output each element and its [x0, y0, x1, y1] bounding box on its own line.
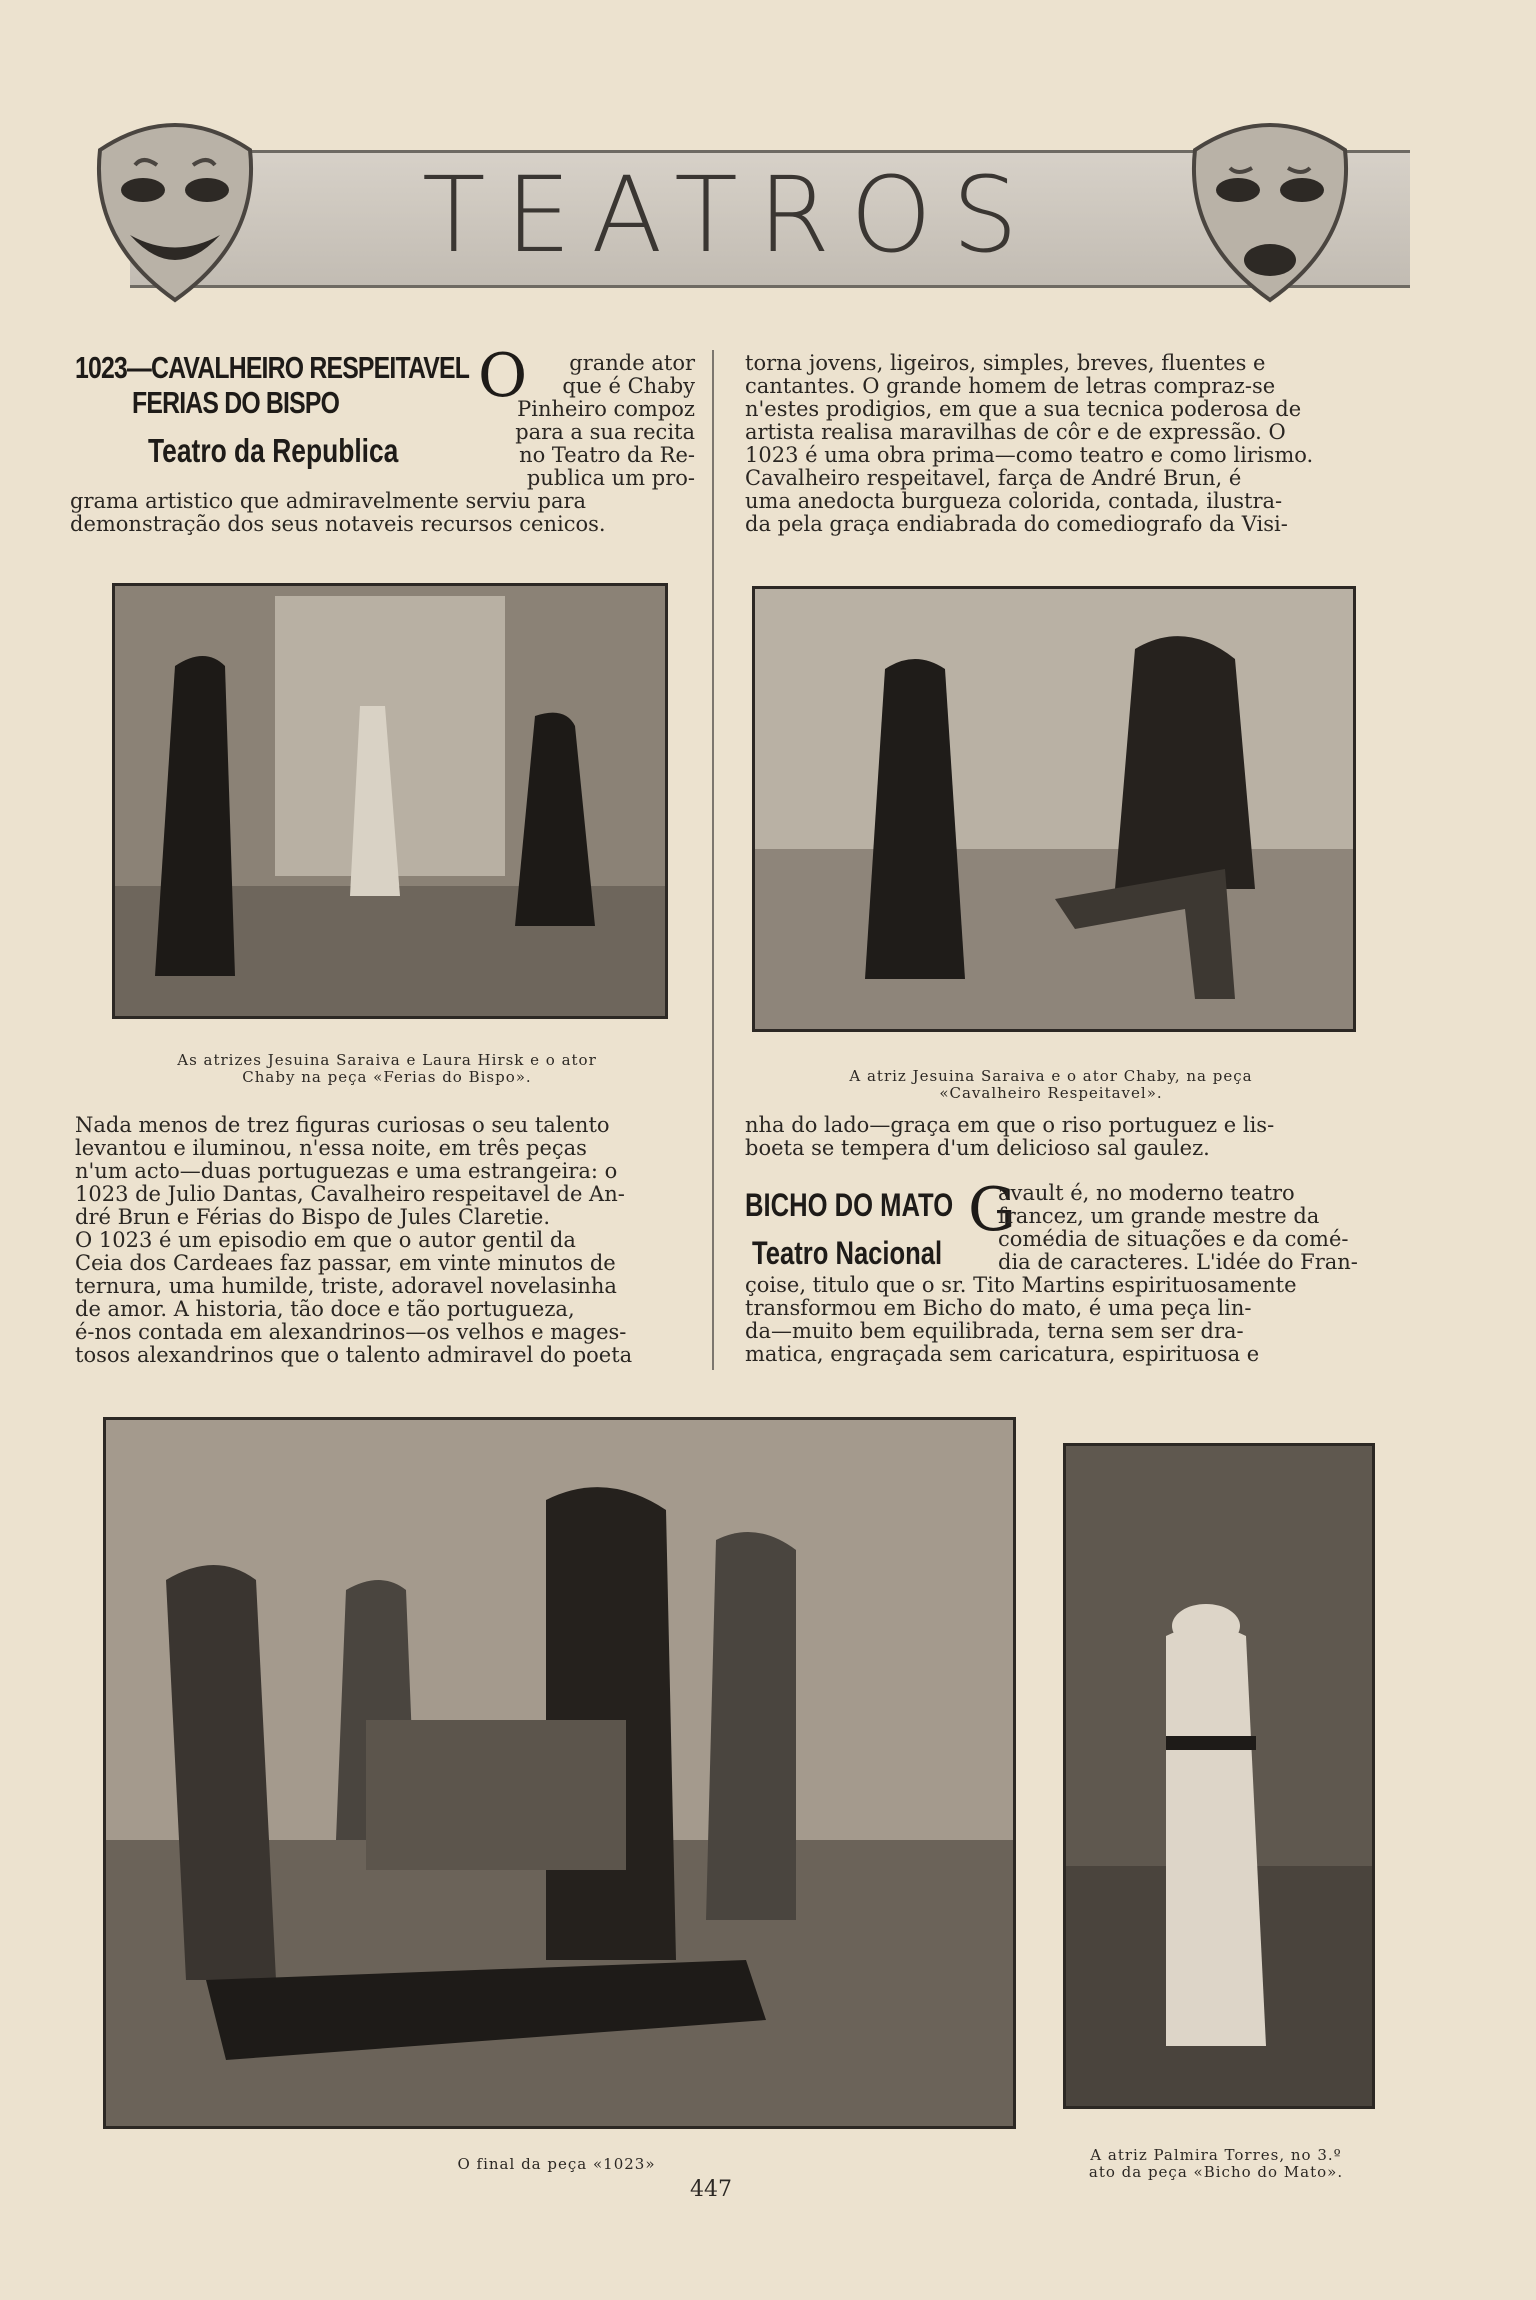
theatre-name-nacional: Teatro Nacional [752, 1235, 943, 1271]
photo-palmira-torres [1063, 1443, 1375, 2109]
headline-ferias-do-bispo: FERIAS DO BISPO [132, 385, 340, 420]
article1-right-column: torna jovens, ligeiros, simples, breves, fluentes e cantantes. O grande homem de letras compraz-se n'estes prodigios, em que a sua tecnica poderosa de artista realisa maravilhas de côr e de expressão. O 1023 é uma obra prima—como teatro e como lirismo. Cavalheiro respeitavel, farça de André Brun, é uma anedocta burgueza colorida, contada, ilustra- da pela graça endiabrada do comediografo da Visi- [745, 351, 1314, 536]
headline-bicho-do-mato: BICHO DO MATO [745, 1187, 954, 1223]
column-divider [712, 350, 714, 1370]
page-number: 447 [690, 2177, 732, 2202]
article1-intro-cont: grama artistico que admiravelmente serviu para demonstração dos seus notaveis recursos cenicos. [70, 489, 606, 536]
article1-body-right: nha do lado—graça em que o riso portuguez e lis- boeta se tempera d'um delicioso sal gaulez. [745, 1113, 1275, 1160]
article1-intro: grande ator que é Chaby Pinheiro compoz para a sua recita no Teatro da Re- publica um pro- [515, 351, 695, 490]
dropcap-g: G [968, 1175, 1016, 1245]
theatre-name-republica: Teatro da Republica [148, 432, 399, 469]
caption-photo-3: O final da peça «1023» [457, 2155, 656, 2173]
page-title: TEATROS [422, 154, 1038, 276]
article1-body-left: Nada menos de trez figuras curiosas o seu talento levantou e iluminou, n'essa noite, em três peças n'um acto—duas portuguezas e uma estrangeira: o 1023 de Julio Dantas, Cavalheiro respeitavel de An- dré Brun e Férias do Bispo de Jules Claretie. O 1023 é um episodio em que o autor gentil da Ceia dos Cardeaes faz passar, em vinte minutos de ternura, uma humilde, triste, adoravel novelasinha de amor. A historia, tão doce e tão portugueza, é-nos contada em alexandrinos—os velhos e mages- tosos alexandrinos que o talento admiravel do poeta [75, 1113, 633, 1367]
photo-ferias-do-bispo [112, 583, 668, 1019]
caption-photo-1: As atrizes Jesuina Saraiva e Laura Hirsk e o ator Chaby na peça «Ferias do Bispo». [177, 1051, 597, 1086]
tragedy-mask-right-icon [1180, 110, 1360, 310]
article2-intro: avault é, no moderno teatro francez, um grande mestre da comédia de situações e da comé- dia de caracteres. L'idée do Fran- [998, 1181, 1358, 1274]
caption-photo-4: A atriz Palmira Torres, no 3.º ato da peça «Bicho do Mato». [1088, 2146, 1344, 2181]
headline-1023: 1023—CAVALHEIRO RESPEITAVEL [75, 350, 470, 385]
caption-photo-2: A atriz Jesuina Saraiva e o ator Chaby, na peça «Cavalheiro Respeitavel». [849, 1067, 1253, 1102]
comedy-mask-left-icon [85, 110, 265, 310]
article2-body: çoise, titulo que o sr. Tito Martins espirituosamente transformou em Bicho do mato, é uma peça lin- da—muito bem equilibrada, terna sem ser dra- matica, engraçada sem caricatura, espirituosa e [745, 1273, 1297, 1366]
photo-cavalheiro-respeitavel [752, 586, 1356, 1032]
dropcap-o: O [478, 341, 528, 411]
photo-final-1023 [103, 1417, 1016, 2129]
